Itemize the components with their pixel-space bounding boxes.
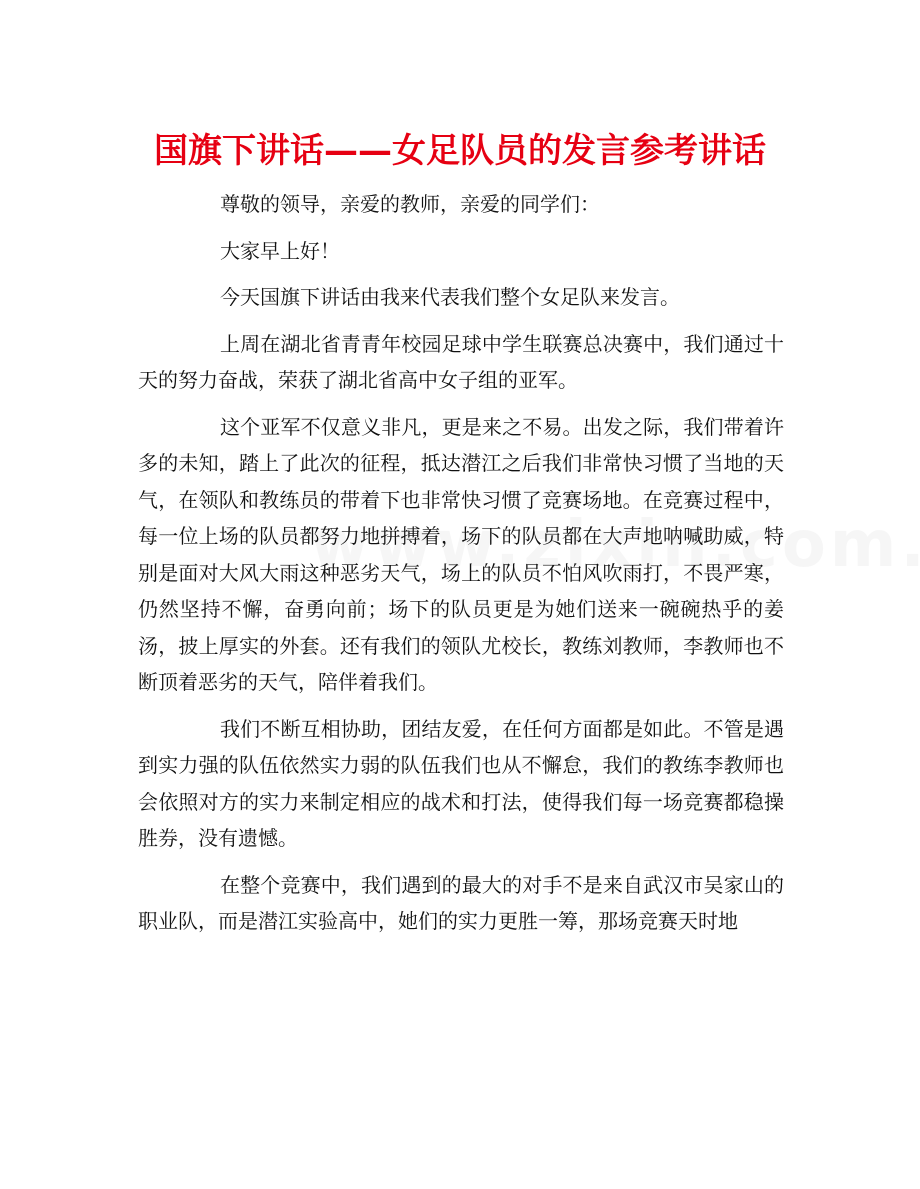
paragraph-journey: 这个亚军不仅意义非凡，更是来之不易。出发之际，我们带着许多的未知，踏上了此次的征程，抵达潜江之后我们非常快习惯了当地的天气，在领队和教练员的带着下也非常快习惯了竞赛场地。在竞赛过程中，每一位上场的队员都努力地拼搏着，场下的队员都在大声地呐喊助威，特别是面对大风大雨这种恶劣天气，场上的队员不怕风吹雨打，不畏严寒，仍然坚持不懈，奋勇向前；场下的队员更是为她们送来一碗碗热乎的姜汤，披上厚实的外套。还有我们的领队尤校长，教练刘教师，李教师也不断顶着恶劣的天气，陪伴着我们。 [138,414,784,694]
paragraph-salutation: 尊敬的领导，亲爱的教师，亲爱的同学们： [220,192,600,216]
paragraph-greeting: 大家早上好！ [220,238,340,263]
paragraph-result: 上周在湖北省青青年校园足球中学生联赛总决赛中，我们通过十天的努力奋战，荣获了湖北省高中女子组的亚军。 [138,331,784,392]
paragraph-intro: 今天国旗下讲话由我来代表我们整个女足队来发言。 [220,285,680,309]
paragraph-opponent: 在整个竞赛中，我们遇到的最大的对手不是来自武汉市吴家山的职业队，而是潜江实验高中，她们的实力更胜一筹，那场竞赛天时地 [138,872,784,933]
paragraph-teamwork: 我们不断互相协助，团结友爱，在任何方面都是如此。不管是遇到实力强的队伍依然实力弱的队伍我们也从不懈怠，我们的教练李教师也会依照对方的实力来制定相应的战术和打法，使得我们每一场竞赛都稳操胜券，没有遗憾。 [138,716,784,850]
document-title: 国旗下讲话——女足队员的发言参考讲话 [154,131,766,171]
document-body [138,186,784,940]
